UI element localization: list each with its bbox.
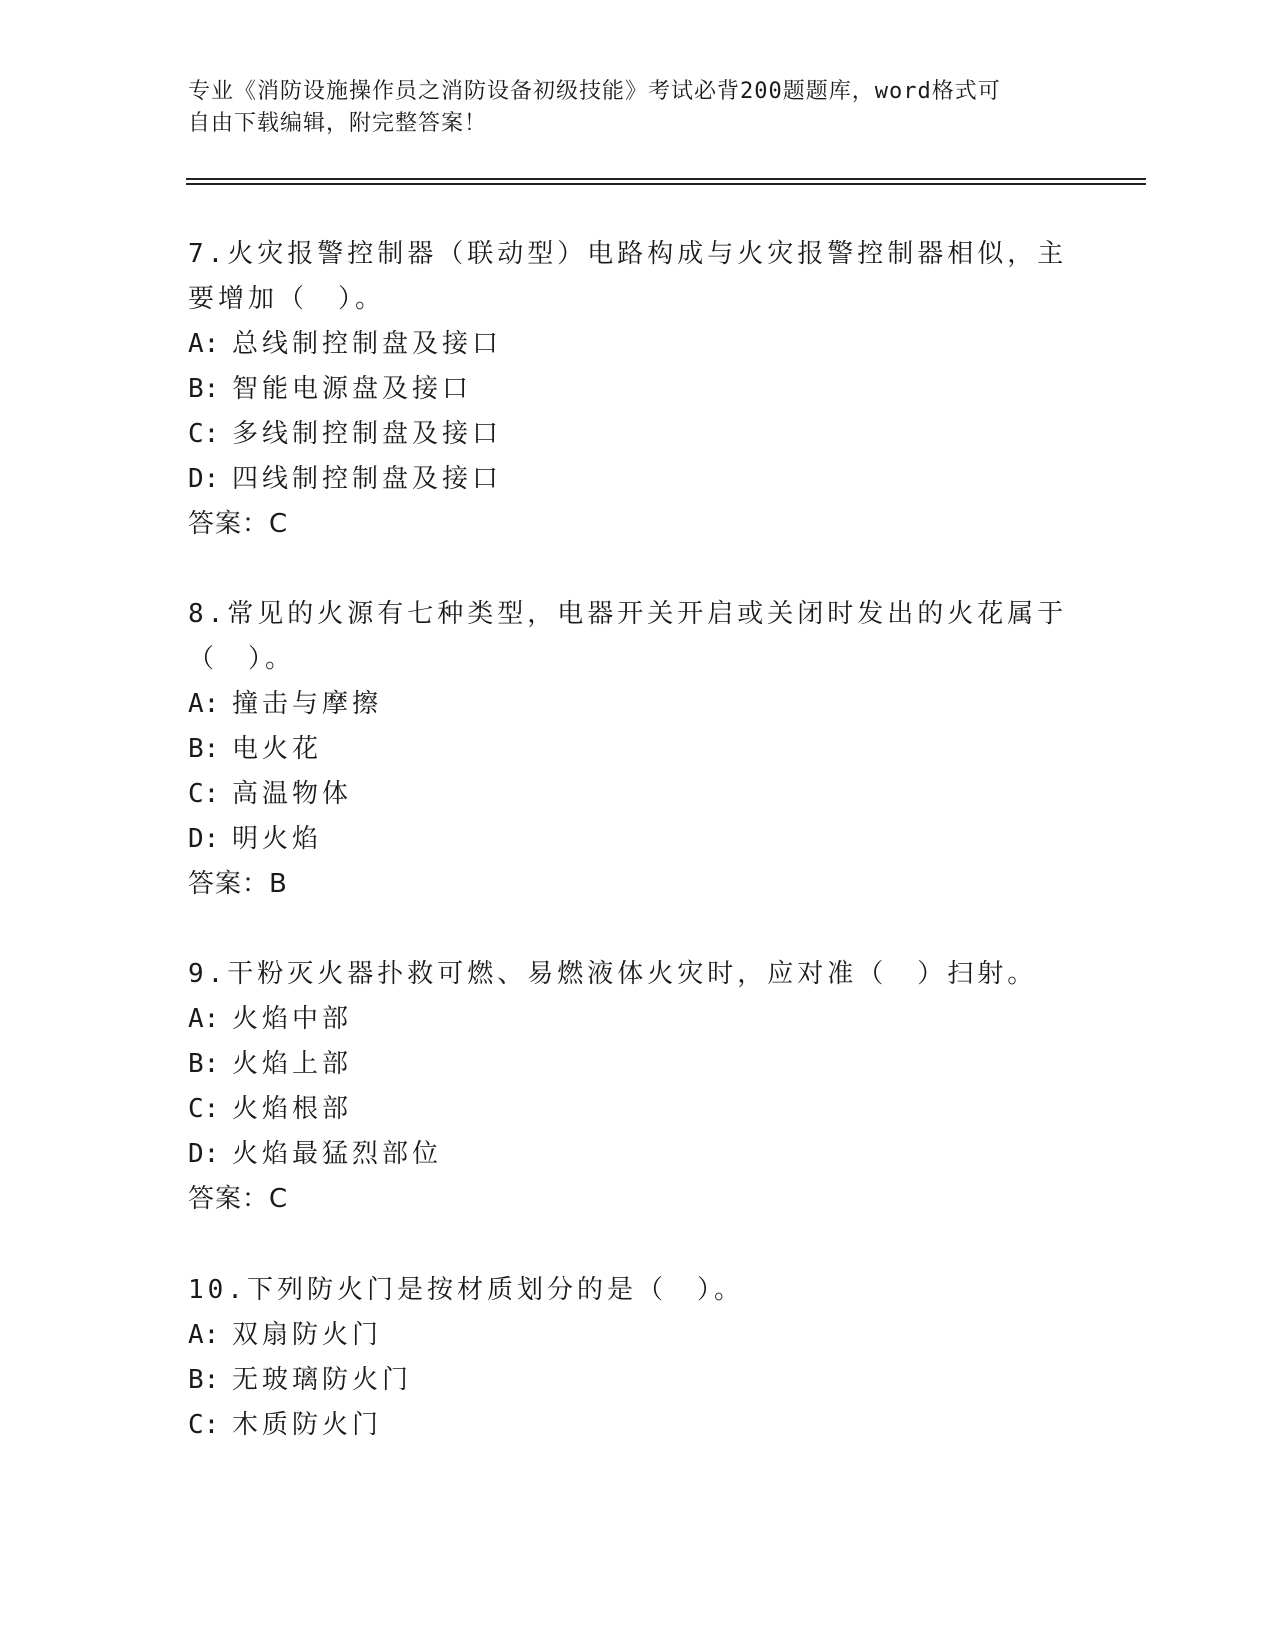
option-a — [188, 322, 1068, 367]
option-text: 火焰中部 — [232, 1004, 353, 1034]
option-letter: C: — [188, 1094, 220, 1124]
option-letter: D: — [188, 1139, 220, 1169]
option-c — [188, 412, 1068, 457]
option-c — [188, 1403, 1068, 1448]
option-b — [188, 1358, 1068, 1403]
header-line-2: 自由下载编辑，附完整答案！ — [188, 111, 488, 136]
option-text: 明火焰 — [232, 824, 323, 854]
option-d — [188, 1132, 1068, 1177]
header-divider-top — [186, 178, 1146, 180]
question-10 — [188, 1268, 1068, 1448]
option-letter: D: — [188, 464, 220, 494]
question-stem: 10.下列防火门是按材质划分的是（ ）。 — [188, 1275, 744, 1305]
question-8 — [188, 592, 1068, 907]
option-text: 火焰上部 — [232, 1049, 353, 1079]
option-letter: A: — [188, 1320, 220, 1350]
question-stem: 9.干粉灭火器扑救可燃、易燃液体火灾时，应对准（ ）扫射。 — [188, 959, 1038, 989]
document-header — [188, 76, 1088, 140]
header-line-1: 专业《消防设施操作员之消防设备初级技能》考试必背200题题库，word格式可 — [188, 79, 1001, 104]
answer: 答案：B — [188, 869, 288, 899]
option-text: 木质防火门 — [232, 1410, 383, 1440]
answer: 答案：C — [188, 509, 289, 539]
option-text: 火焰根部 — [232, 1094, 353, 1124]
option-letter: B: — [188, 374, 220, 404]
option-letter: C: — [188, 1410, 220, 1440]
option-d — [188, 457, 1068, 502]
option-letter: B: — [188, 1049, 220, 1079]
option-text: 电火花 — [232, 734, 323, 764]
option-d — [188, 817, 1068, 862]
option-text: 四线制控制盘及接口 — [232, 464, 503, 494]
option-b — [188, 367, 1068, 412]
option-text: 智能电源盘及接口 — [232, 374, 473, 404]
option-text: 多线制控制盘及接口 — [232, 419, 503, 449]
option-text: 高温物体 — [232, 779, 353, 809]
option-text: 双扇防火门 — [232, 1320, 383, 1350]
header-divider-bottom — [186, 183, 1146, 185]
option-letter: B: — [188, 734, 220, 764]
option-letter: B: — [188, 1365, 220, 1395]
option-text: 无玻璃防火门 — [232, 1365, 413, 1395]
option-c — [188, 772, 1068, 817]
option-b — [188, 727, 1068, 772]
question-stem: 8.常见的火源有七种类型，电器开关开启或关闭时发出的火花属于（ ）。 — [188, 599, 1068, 674]
option-a — [188, 1313, 1068, 1358]
option-letter: A: — [188, 689, 220, 719]
option-text: 总线制控制盘及接口 — [232, 329, 503, 359]
question-7 — [188, 232, 1068, 547]
option-letter: C: — [188, 779, 220, 809]
option-text: 撞击与摩擦 — [232, 689, 383, 719]
question-stem: 7.火灾报警控制器（联动型）电路构成与火灾报警控制器相似，主要增加（ ）。 — [188, 239, 1068, 314]
option-c — [188, 1087, 1068, 1132]
option-a — [188, 997, 1068, 1042]
option-a — [188, 682, 1068, 727]
option-letter: A: — [188, 329, 220, 359]
option-letter: A: — [188, 1004, 220, 1034]
question-9 — [188, 952, 1068, 1222]
option-letter: C: — [188, 419, 220, 449]
option-b — [188, 1042, 1068, 1087]
option-letter: D: — [188, 824, 220, 854]
answer: 答案：C — [188, 1184, 289, 1214]
option-text: 火焰最猛烈部位 — [232, 1139, 443, 1169]
